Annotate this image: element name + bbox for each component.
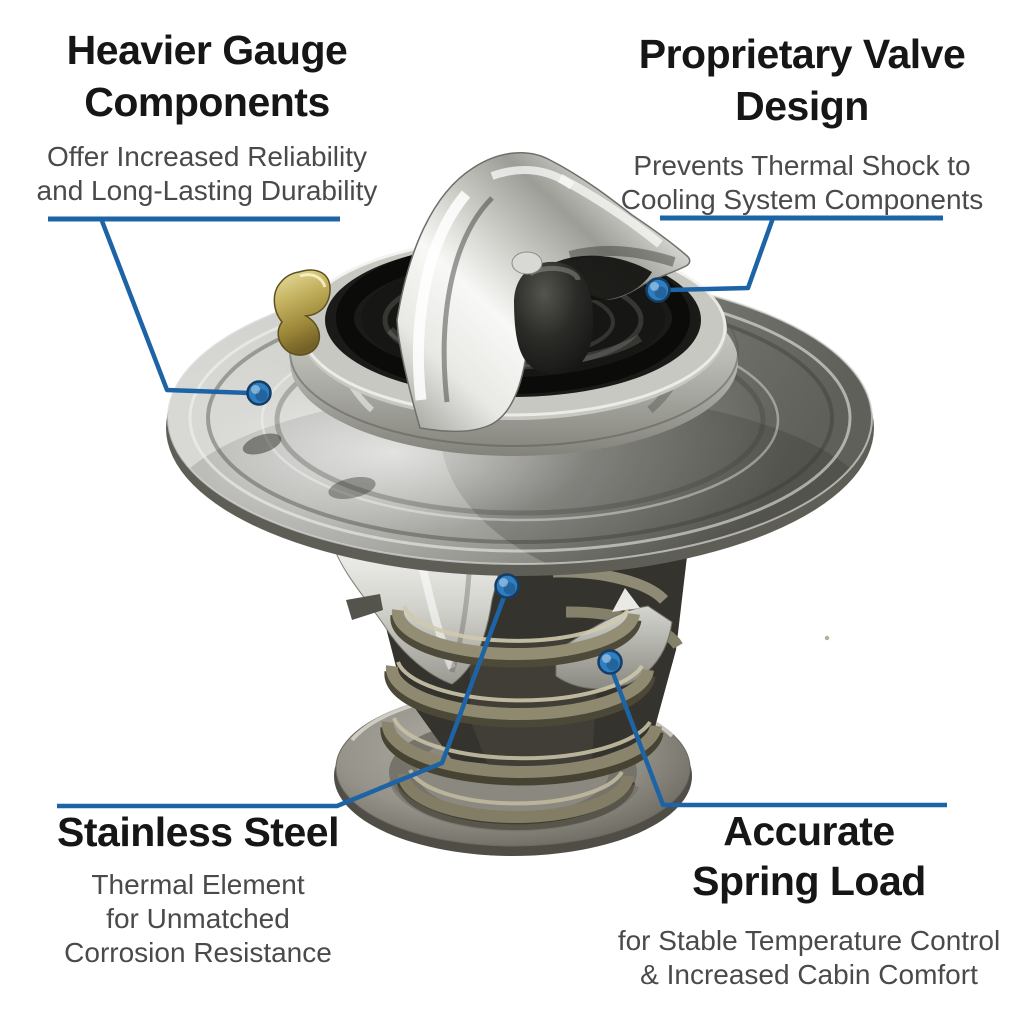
callout-subtitle: [18, 868, 378, 970]
subtitle-line: & Increased Cabin Comfort: [640, 959, 978, 990]
callout-bottom-right: [608, 806, 1010, 992]
title-line: Design: [735, 83, 869, 129]
title-line: Stainless Steel: [57, 809, 339, 855]
callout-title: [608, 806, 1010, 906]
callout-title: [18, 806, 378, 858]
subtitle-line: Corrosion Resistance: [64, 937, 332, 968]
callout-dot-stainless-steel: [496, 575, 519, 598]
callout-line-bottom-left: [57, 589, 507, 806]
subtitle-line: Cooling System Components: [620, 184, 984, 215]
subtitle-line: and Long-Lasting Durability: [36, 175, 378, 206]
title-line: Accurate: [723, 808, 895, 854]
callout-dot-valve-design: [647, 279, 670, 302]
callout-dot-heavier-gauge: [248, 382, 271, 405]
callout-top-left: [18, 24, 396, 208]
title-line: Proprietary Valve: [638, 31, 966, 77]
callout-dot-spring-load: [599, 651, 622, 674]
callout-bottom-left: [18, 806, 378, 970]
subtitle-line: Thermal Element: [91, 869, 305, 900]
callout-top-right: [612, 28, 992, 217]
subtitle-line: Prevents Thermal Shock to: [633, 150, 971, 181]
subtitle-line: for Unmatched: [106, 903, 290, 934]
callout-line-top-right: [668, 218, 773, 290]
callout-subtitle: [608, 924, 1010, 992]
callout-title: [18, 24, 396, 128]
title-line: Components: [84, 79, 330, 125]
subtitle-line: for Stable Temperature Control: [617, 925, 1001, 956]
callout-subtitle: [612, 149, 992, 217]
callout-line-bottom-right: [610, 665, 947, 805]
callout-subtitle: [18, 140, 396, 208]
callout-line-top-left: [102, 221, 250, 393]
title-line: Spring Load: [692, 858, 926, 904]
callout-title: [612, 28, 992, 132]
subtitle-line: Offer Increased Reliability: [46, 141, 368, 172]
title-line: Heavier Gauge: [66, 27, 348, 73]
